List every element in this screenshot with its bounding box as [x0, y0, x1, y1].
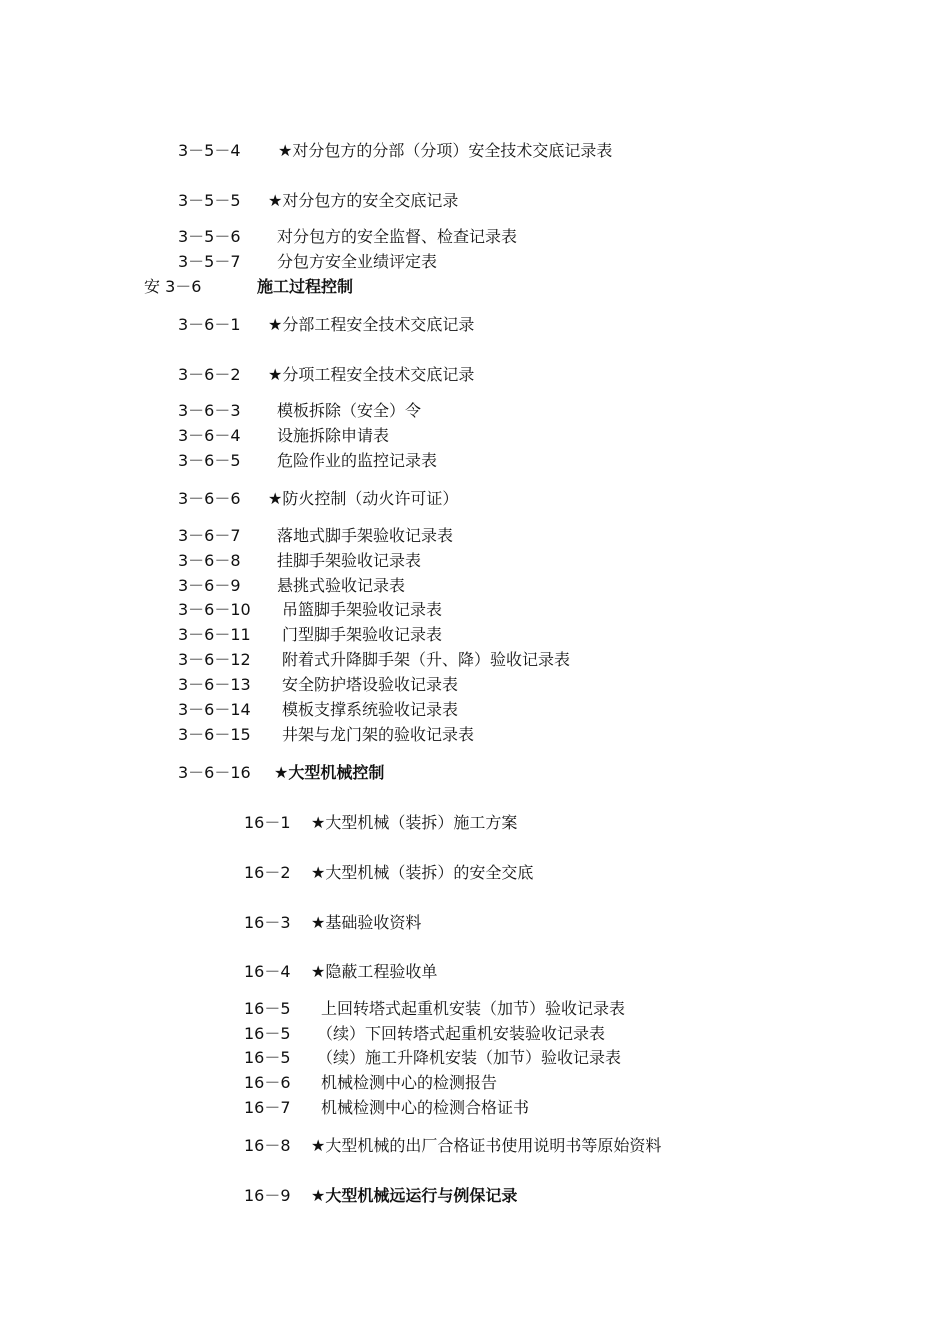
entry-title: 落地式脚手架验收记录表: [277, 526, 454, 545]
entry-number: 16－5: [244, 999, 291, 1018]
entry-number: 3－6－8: [178, 551, 241, 570]
entry-3-6-15: [178, 725, 474, 745]
entry-title: 危险作业的监控记录表: [277, 451, 438, 470]
entry-number: 3－6－10: [178, 600, 251, 619]
entry-number: 3－6－6: [178, 489, 241, 508]
entry-title: 悬挑式验收记录表: [277, 576, 406, 595]
entry-number: 3－5－6: [178, 227, 241, 246]
entry-16-1: [244, 813, 517, 833]
entry-title: ★分部工程安全技术交底记录: [268, 315, 475, 334]
entry-number: 3－5－7: [178, 252, 241, 271]
entry-16-5-cont-1: [244, 1024, 605, 1044]
entry-title: （续）下回转塔式起重机安装验收记录表: [317, 1024, 606, 1043]
entry-number: 3－6－1: [178, 315, 241, 334]
entry-3-6-9: [178, 576, 405, 596]
entry-title: ★基础验收资料: [311, 913, 422, 932]
entry-title: 上回转塔式起重机安装（加节）验收记录表: [321, 999, 626, 1018]
entry-number: 3－6－2: [178, 365, 241, 384]
entry-number: 16－3: [244, 913, 291, 932]
entry-3-6-8: [178, 551, 421, 571]
entry-number: 16－2: [244, 863, 291, 882]
entry-3-6-11: [178, 625, 442, 645]
entry-16-7: [244, 1098, 529, 1118]
entry-number: 3－6－15: [178, 725, 251, 744]
entry-title: ★大型机械（装拆）的安全交底: [311, 863, 534, 882]
entry-number: 3－6－12: [178, 650, 251, 669]
entry-number: 3－6－3: [178, 401, 241, 420]
entry-3-5-4: [178, 141, 612, 161]
entry-title: ★分项工程安全技术交底记录: [268, 365, 475, 384]
entry-16-3: [244, 913, 421, 933]
entry-3-5-7: [178, 252, 437, 272]
entry-title: （续）施工升降机安装（加节）验收记录表: [317, 1048, 622, 1067]
entry-title: 机械检测中心的检测合格证书: [321, 1098, 530, 1117]
section-number: 安 3－6: [144, 277, 202, 296]
entry-title: 附着式升降脚手架（升、降）验收记录表: [282, 650, 571, 669]
entry-number: 16－5: [244, 1024, 291, 1043]
entry-number: 3－5－4: [178, 141, 241, 160]
entry-16-6: [244, 1073, 497, 1093]
entry-3-6-2: [178, 365, 474, 385]
entry-title: ★对分包方的分部（分项）安全技术交底记录表: [278, 141, 613, 160]
section-heading-3-6: [144, 277, 353, 297]
entry-3-6-12: [178, 650, 570, 670]
entry-16-5: [244, 999, 625, 1019]
entry-3-6-10: [178, 600, 442, 620]
entry-title: 挂脚手架验收记录表: [277, 551, 422, 570]
entry-number: 3－6－13: [178, 675, 251, 694]
entry-number: 16－4: [244, 962, 291, 981]
entry-number: 3－5－5: [178, 191, 241, 210]
entry-title: 吊篮脚手架验收记录表: [282, 600, 443, 619]
entry-number: 3－6－5: [178, 451, 241, 470]
entry-3-6-1: [178, 315, 474, 335]
entry-3-6-7: [178, 526, 453, 546]
entry-16-9: [244, 1186, 517, 1206]
entry-number: 16－6: [244, 1073, 291, 1092]
entry-number: 16－9: [244, 1186, 291, 1205]
entry-number: 16－1: [244, 813, 291, 832]
entry-16-8: [244, 1136, 661, 1156]
entry-3-6-16: [178, 763, 384, 783]
entry-16-4: [244, 962, 437, 982]
entry-3-6-13: [178, 675, 458, 695]
entry-number: 16－8: [244, 1136, 291, 1155]
entry-number: 16－5: [244, 1048, 291, 1067]
entry-3-5-6: [178, 227, 517, 247]
entry-title: 安全防护塔设验收记录表: [282, 675, 459, 694]
entry-3-6-6: [178, 489, 458, 509]
entry-3-6-5: [178, 451, 437, 471]
entry-number: 3－6－4: [178, 426, 241, 445]
entry-title: 井架与龙门架的验收记录表: [282, 725, 475, 744]
entry-title: ★大型机械（装拆）施工方案: [311, 813, 518, 832]
entry-title: 模板支撑系统验收记录表: [282, 700, 459, 719]
entry-number: 3－6－16: [178, 763, 251, 782]
entry-title: 模板拆除（安全）令: [277, 401, 422, 420]
entry-number: 3－6－7: [178, 526, 241, 545]
entry-16-5-cont-2: [244, 1048, 621, 1068]
entry-title: ★防火控制（动火许可证）: [268, 489, 459, 508]
entry-16-2: [244, 863, 533, 883]
entry-number: 3－6－9: [178, 576, 241, 595]
entry-3-6-3: [178, 401, 421, 421]
entry-title: 对分包方的安全监督、检查记录表: [277, 227, 518, 246]
entry-title: 机械检测中心的检测报告: [321, 1073, 498, 1092]
entry-3-5-5: [178, 191, 458, 211]
entry-number: 16－7: [244, 1098, 291, 1117]
entry-title: ★大型机械的出厂合格证书使用说明书等原始资料: [311, 1136, 662, 1155]
entry-title: ★大型机械远运行与例保记录: [311, 1186, 518, 1205]
entry-title: ★大型机械控制: [274, 763, 385, 782]
entry-title: ★对分包方的安全交底记录: [268, 191, 459, 210]
entry-number: 3－6－11: [178, 625, 251, 644]
entry-3-6-14: [178, 700, 458, 720]
entry-title: ★隐蔽工程验收单: [311, 962, 438, 981]
entry-title: 设施拆除申请表: [277, 426, 390, 445]
entry-number: 3－6－14: [178, 700, 251, 719]
entry-title: 分包方安全业绩评定表: [277, 252, 438, 271]
section-title: 施工过程控制: [257, 277, 354, 296]
entry-3-6-4: [178, 426, 389, 446]
entry-title: 门型脚手架验收记录表: [282, 625, 443, 644]
